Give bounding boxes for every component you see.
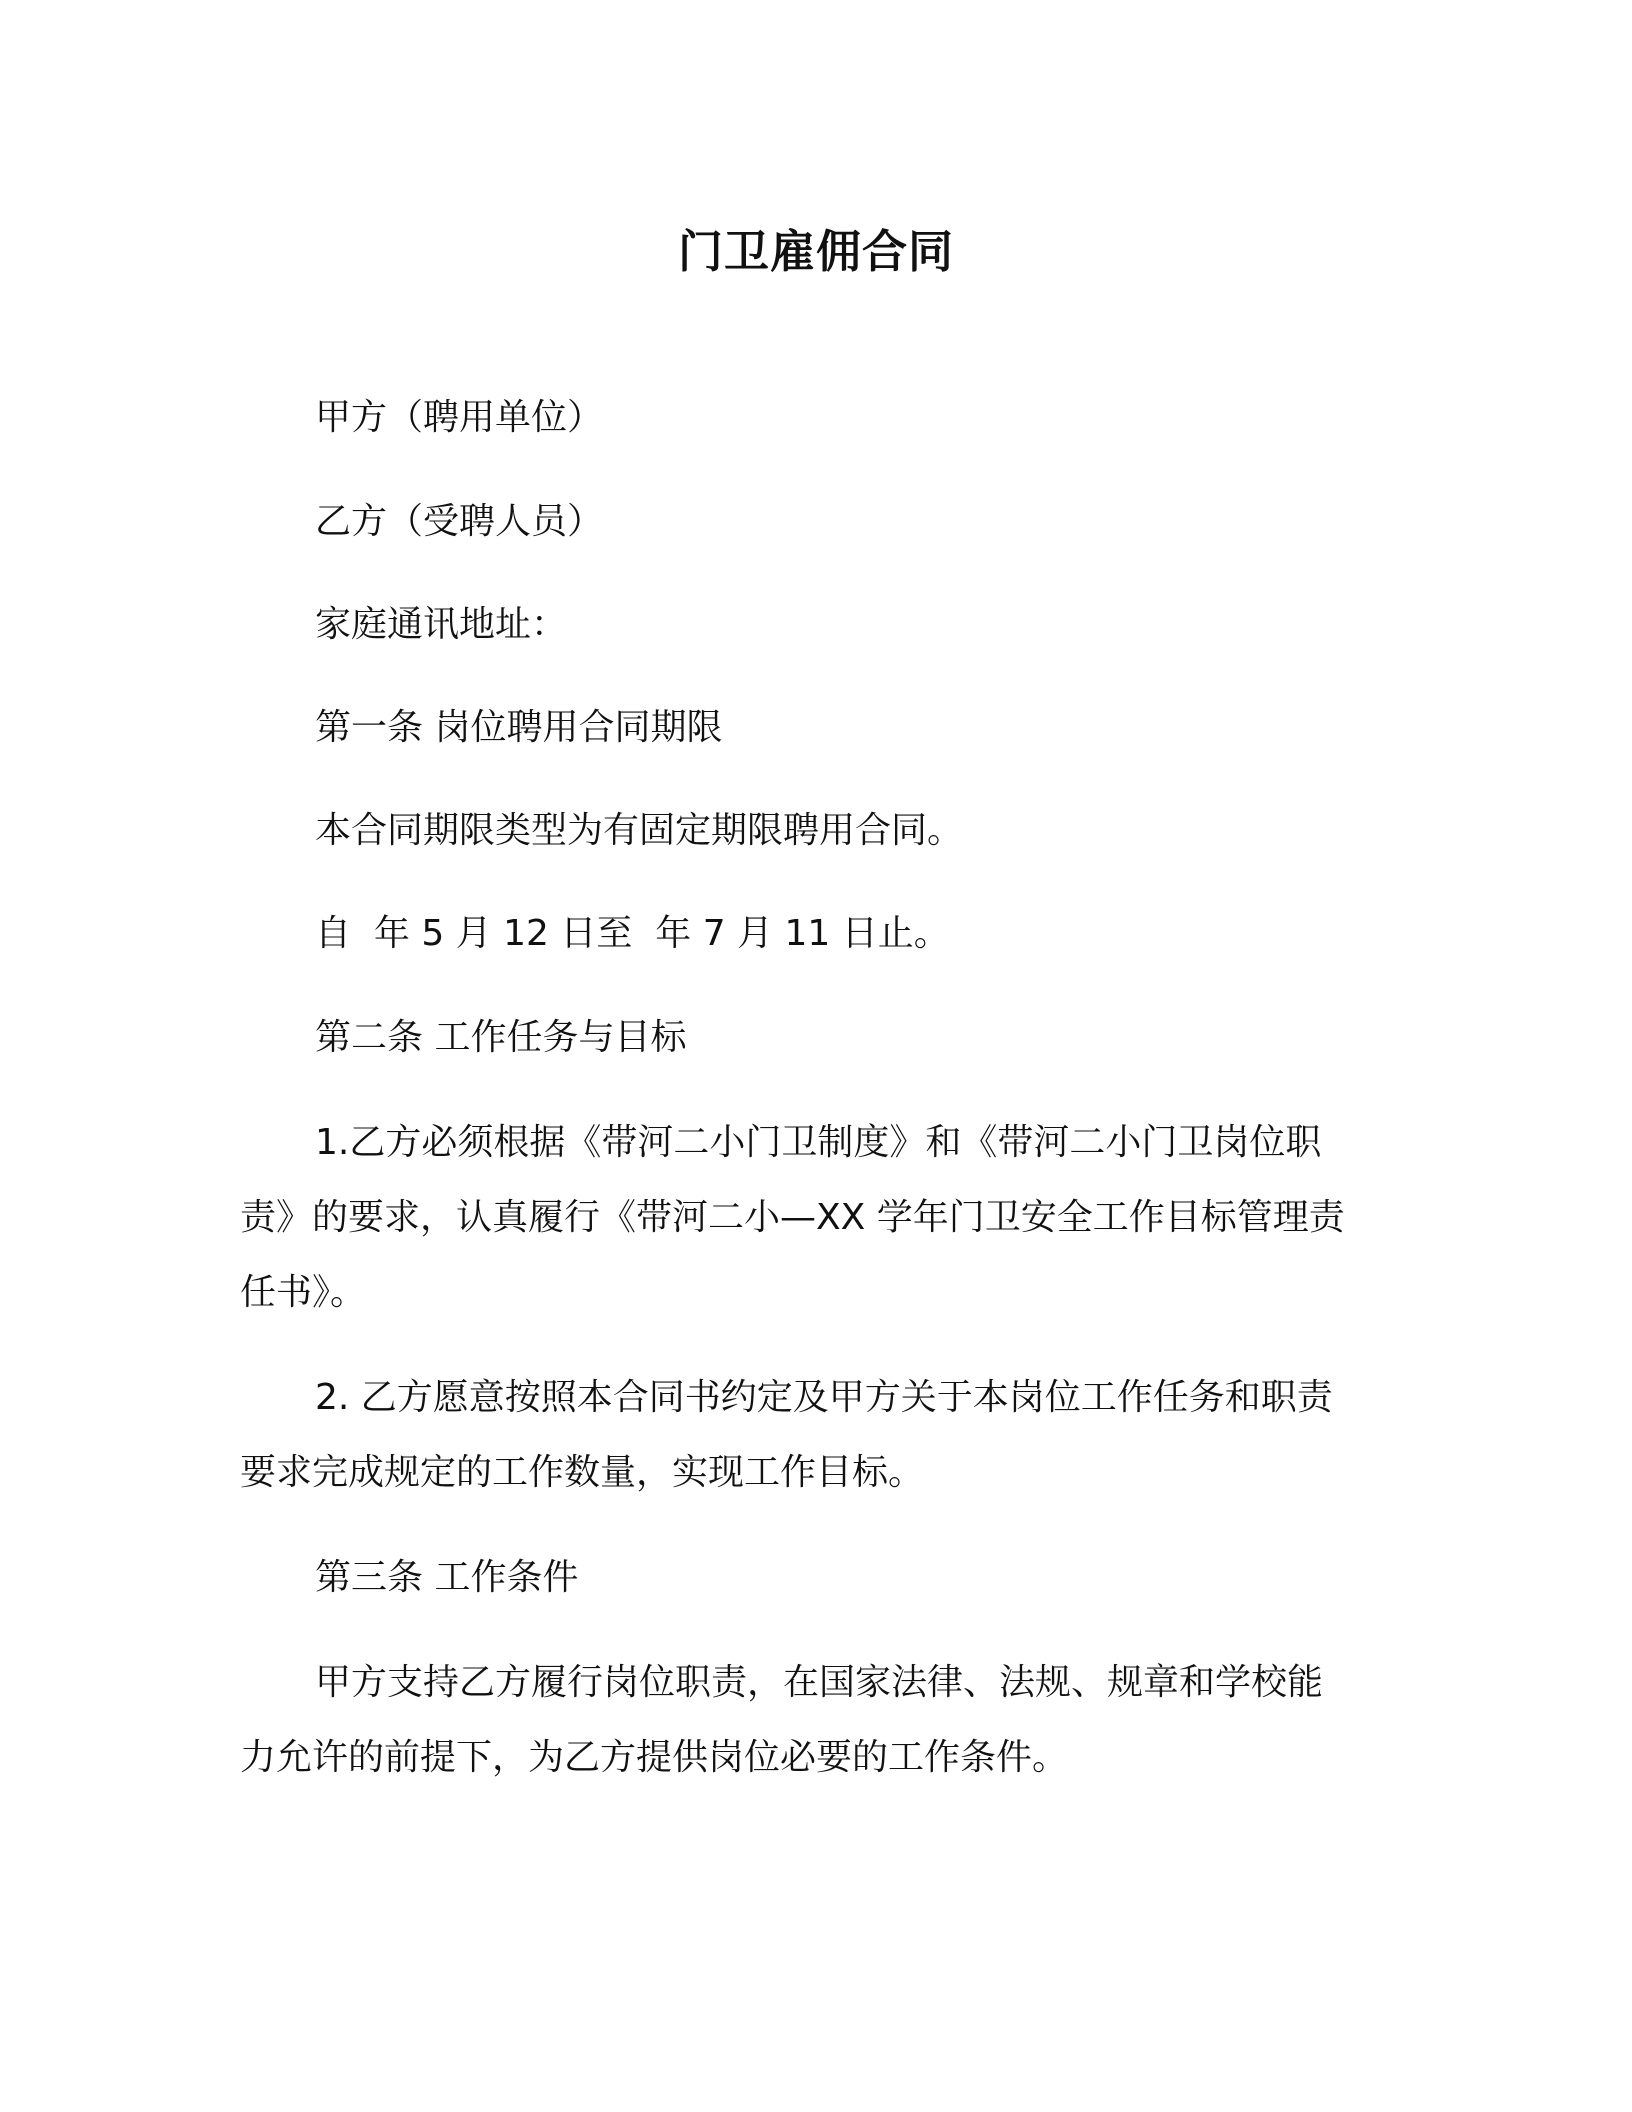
article-2-item-1-line-3: 任书》。: [240, 1272, 367, 1313]
article-1-heading: 第一条 岗位聘用合同期限: [315, 707, 723, 748]
article-1-paragraph: 本合同期限类型为有固定期限聘用合同。: [315, 810, 964, 851]
article-3-paragraph-line-2: 力允许的前提下，为乙方提供岗位必要的工作条件。: [240, 1737, 1069, 1778]
party-a-line: 甲方（聘用单位）: [315, 397, 604, 438]
article-2-item-2-line-1: 2. 乙方愿意按照本合同书约定及甲方关于本岗位工作任务和职责: [315, 1377, 1333, 1418]
article-3-paragraph-line-1: 甲方支持乙方履行岗位职责，在国家法律、法规、规章和学校能: [315, 1662, 1324, 1703]
article-2-heading: 第二条 工作任务与目标: [315, 1017, 687, 1058]
article-3-heading: 第三条 工作条件: [315, 1557, 579, 1598]
address-line: 家庭通讯地址：: [315, 604, 568, 645]
article-2-item-1-line-1: 1.乙方必须根据《带河二小门卫制度》和《带河二小门卫岗位职: [315, 1122, 1322, 1163]
article-1-term-dates: 自 年 5 月 12 日至 年 7 月 11 日止。: [315, 913, 950, 954]
document-title: 门卫雇佣合同: [677, 225, 954, 278]
article-2-item-2-line-2: 要求完成规定的工作数量，实现工作目标。: [240, 1452, 925, 1493]
article-2-item-1-line-2: 责》的要求，认真履行《带河二小—XX 学年门卫安全工作目标管理责: [240, 1197, 1345, 1238]
party-b-line: 乙方（受聘人员）: [315, 501, 604, 542]
